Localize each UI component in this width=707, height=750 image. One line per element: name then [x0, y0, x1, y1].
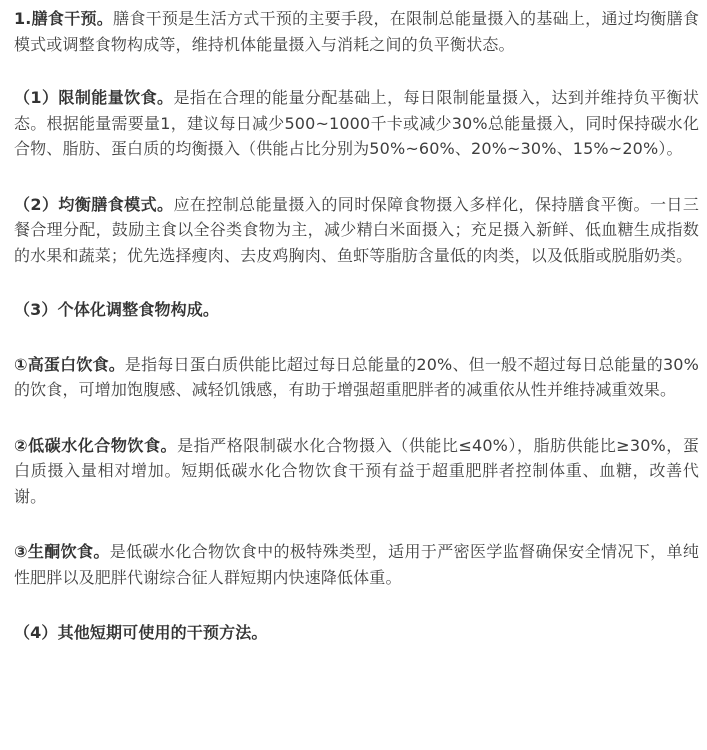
paragraph-low-carb: [14, 433, 699, 510]
paragraph-text: 是指每日蛋白质供能比超过每日总能量的20%、但一般不超过每日总能量的30%的饮食，可增加饱腹感、减轻饥饿感，有助于增强超重肥胖者的减重依从性并维持减重效果。: [14, 354, 699, 399]
paragraph-energy-restriction: [14, 85, 699, 162]
paragraph-heading: （4）其他短期可使用的干预方法。: [14, 623, 268, 642]
paragraph-heading: ①高蛋白饮食。: [14, 354, 125, 374]
paragraph-heading: （2）均衡膳食模式。: [14, 194, 174, 214]
paragraph-heading: 1.膳食干预。: [14, 9, 114, 28]
paragraph-text: 是低碳水化合物饮食中的极特殊类型，适用于严密医学监督确保安全情况下，单纯性肥胖以及肥胖代谢综合征人群短期内快速降低体重。: [14, 542, 700, 587]
paragraph-heading: （1）限制能量饮食。: [14, 88, 174, 107]
paragraph-text: 是指在合理的能量分配基础上，每日限制能量摄入，达到并维持负平衡状态。根据能量需要量1，建议每日减少500~1000千卡或减少30%总能量摄入，同时保持碳水化合物、脂肪、蛋白质的均衡摄入（供能占比分别为50%~60%、20%~30%、15%~20%）。: [14, 88, 699, 158]
paragraph-text: 是指严格限制碳水化合物摄入（供能比≤40%），脂肪供能比≥30%，蛋白质摄入量相对增加。短期低碳水化合物饮食干预有益于超重肥胖者控制体重、血糖，改善代谢。: [14, 435, 699, 506]
paragraph-text: 应在控制总能量摄入的同时保障食物摄入多样化，保持膳食平衡。一日三餐合理分配，鼓励主食以全谷类食物为主，减少精白米面摄入；充足摄入新鲜、低血糖生成指数的水果和蔬菜；优先选择瘦肉、去皮鸡胸肉、鱼虾等脂肪含量低的肉类，以及低脂或脱脂奶类。: [14, 194, 699, 265]
paragraph-heading: （3）个体化调整食物构成。: [14, 300, 220, 319]
paragraph-high-protein: [14, 352, 699, 403]
paragraph-balanced-diet: [14, 192, 699, 269]
paragraph-heading: ②低碳水化合物饮食。: [14, 435, 178, 455]
paragraph-individualized: [14, 297, 699, 323]
paragraph-heading: ③生酮饮食。: [14, 542, 110, 561]
paragraph-text: 膳食干预是生活方式干预的主要手段，在限制总能量摄入的基础上，通过均衡膳食模式或调整食物构成等，维持机体能量摄入与消耗之间的负平衡状态。: [14, 9, 699, 54]
paragraph-other-methods: [14, 620, 699, 646]
paragraph-ketogenic: [14, 539, 699, 590]
paragraph-dietary-intervention: [14, 6, 699, 57]
